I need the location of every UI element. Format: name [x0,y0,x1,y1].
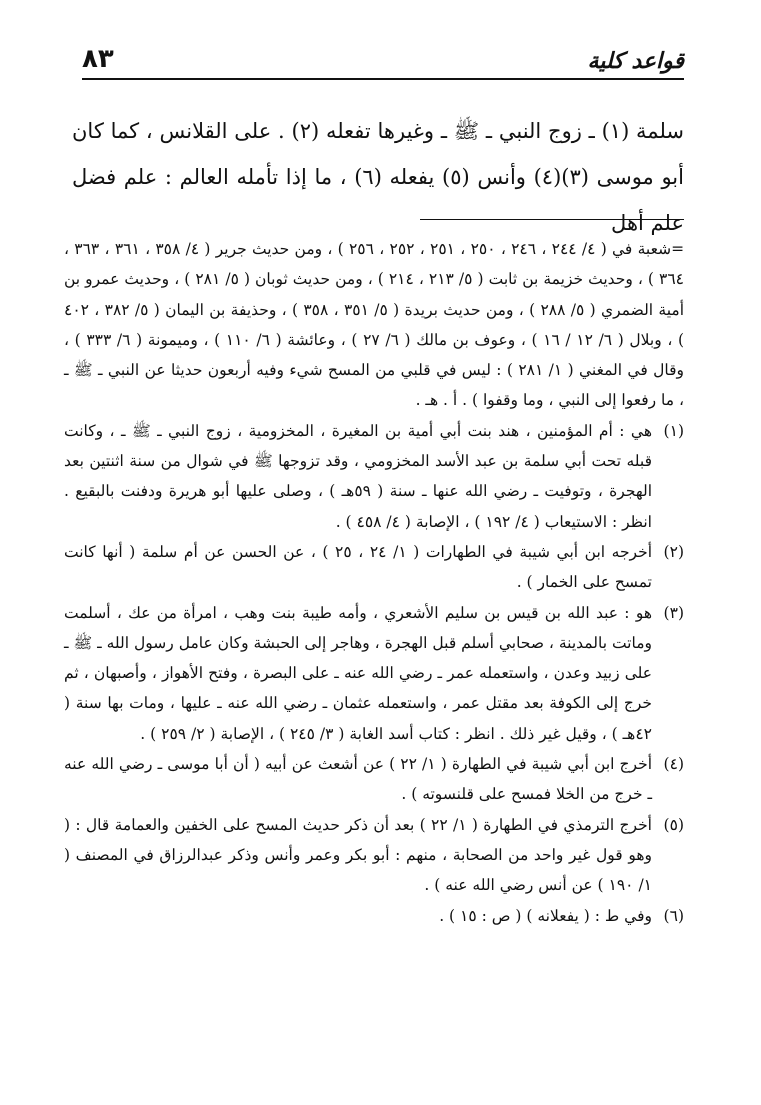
page-header [82,40,684,74]
page-number: ٨٣ [82,44,114,74]
footnote-4 [64,749,684,810]
footnote-number: (٤) [663,755,684,774]
running-title: قواعد كلية [587,48,684,74]
footnote-text: أخرج ابن أبي شيبة في الطهارة ( ١/ ٢٢ ) عن أشعث عن أبيه ( أن أبا موسى ـ رضي الله عنه ـ خرج من الخلا فمسح على قلنسوته ) . [64,755,653,804]
footnote-3 [64,598,684,749]
footnote-text: هي : أم المؤمنين ، هند بنت أبي أمية بن المغيرة ، المخزومية ، زوج النبي ـ ﷺ ـ ، وكانت قبله تحت أبي سلمة بن عبد الأسد المخزومي ، وقد تزوجها ﷺ في شوال من سنة اثنتين بعد الهجرة ، وتوفيت ـ رضي الله عنها ـ سنة ( ٥٩هـ ) ، وصلى عليها أبو هريرة ودفنت بالبقيع . انظر : الاستيعاب ( ٤/ ١٩٢ ) ، الإصابة ( ٤/ ٤٥٨ ) . [64,421,652,531]
footnote-2 [64,537,684,598]
footnote-number: (٥) [663,815,684,834]
footnotes [64,234,684,931]
footnote-5 [64,810,684,901]
footnote-number: (٢) [663,542,684,561]
header-rule [82,78,684,80]
footnote-continuation: =شعبة في ( ٤/ ٢٤٤ ، ٢٤٦ ، ٢٥٠ ، ٢٥١ ، ٢٥٢ ، ٢٥٦ ) ، ومن حديث جرير ( ٤/ ٣٥٨ ، ٣٦١ ، ٣٦٣ ، ٣٦٤ ) ، وحديث خزيمة بن ثابت ( ٥/ ٢١٣ ، ٢١٤ ) ، ومن حديث ثوبان ( ٥/ ٢٨١ ) ، وحديث عمرو بن أمية الضمري ( ٥/ ٢٨٨ ) ، ومن حديث بريدة ( ٥/ ٣٥١ ، ٣٥٨ ) ، وحذيفة بن اليمان ( ٥/ ٣٨٢ ، ٤٠٢ ) ، وبلال ( ٦/ ١٢ / ١٦ ) ، وعوف بن مالك ( ٦/ ٢٧ ) ، وعائشة ( ٦/ ١١٠ ) ، وميمونة ( ٦/ ٣٣٣ ) ، وقال في المغني ( ١/ ٢٨١ ) : ليس في قلبي من المسح شيء وفيه أربعون حديثا عن النبي ـ ﷺ ـ ، ما رفعوا إلى النبي ، وما وقفوا ) . أ . هـ . [64,240,685,410]
footnote-1 [64,416,684,537]
footnote-text: أخرجه ابن أبي شيبة في الطهارات ( ١/ ٢٤ ، ٢٥ ) ، عن الحسن عن أم سلمة ( أنها كانت تمسح على الخمار ) . [64,542,653,592]
footnote-text: أخرج الترمذي في الطهارة ( ١/ ٢٢ ) بعد أن ذكر حديث المسح على الخفين والعمامة قال : ( وهو قول غير واحد من الصحابة ، منهم : أبو بكر وعمر وأنس وذكر عبدالرزاق في المصنف ( ١/ ١٩٠ ) عن أنس رضي الله عنه ) . [64,815,652,895]
footnote-6 [64,901,684,931]
main-text: سلمة (١) ـ زوج النبي ـ ﷺ ـ وغيرها تفعله (٢) . على القلانس ، كما كان أبو موسى (٣)(٤) وأنس (٥) يفعله (٦) ، ما إذا تأمله العالم : علم فضل علم أهل [72,119,684,235]
footnote-text: وفي ط : ( يفعلانه ) ( ص : ١٥ ) . [439,906,652,925]
footnote-number: (١) [663,421,684,440]
footnote-number: (٦) [663,906,684,925]
footnote-text: هو : عبد الله بن قيس بن سليم الأشعري ، وأمه طيبة بنت وهب ، امرأة من عك ، أسلمت وماتت بالمدينة ، صحابي أسلم قبل الهجرة ، وهاجر إلى الحبشة وكان عامل رسول الله ـ ﷺ ـ على زبيد وعدن ، واستعمله عمر ـ رضي الله عنه ـ على البصرة ، وفتح الأهواز ، وأصبهان ، ثم خرج إلى الكوفة بعد مقتل عمر ، واستعمله عثمان ـ رضي الله عنه ـ عليها ، ومات بها سنة ( ٤٢هـ ) ، وقيل غير ذلك . انظر : كتاب أسد الغابة ( ٣/ ٢٤٥ ) ، الإصابة ( ٢/ ٢٥٩ ) . [64,603,652,743]
footnote-number: (٣) [663,603,684,622]
footnote-separator [420,219,684,220]
